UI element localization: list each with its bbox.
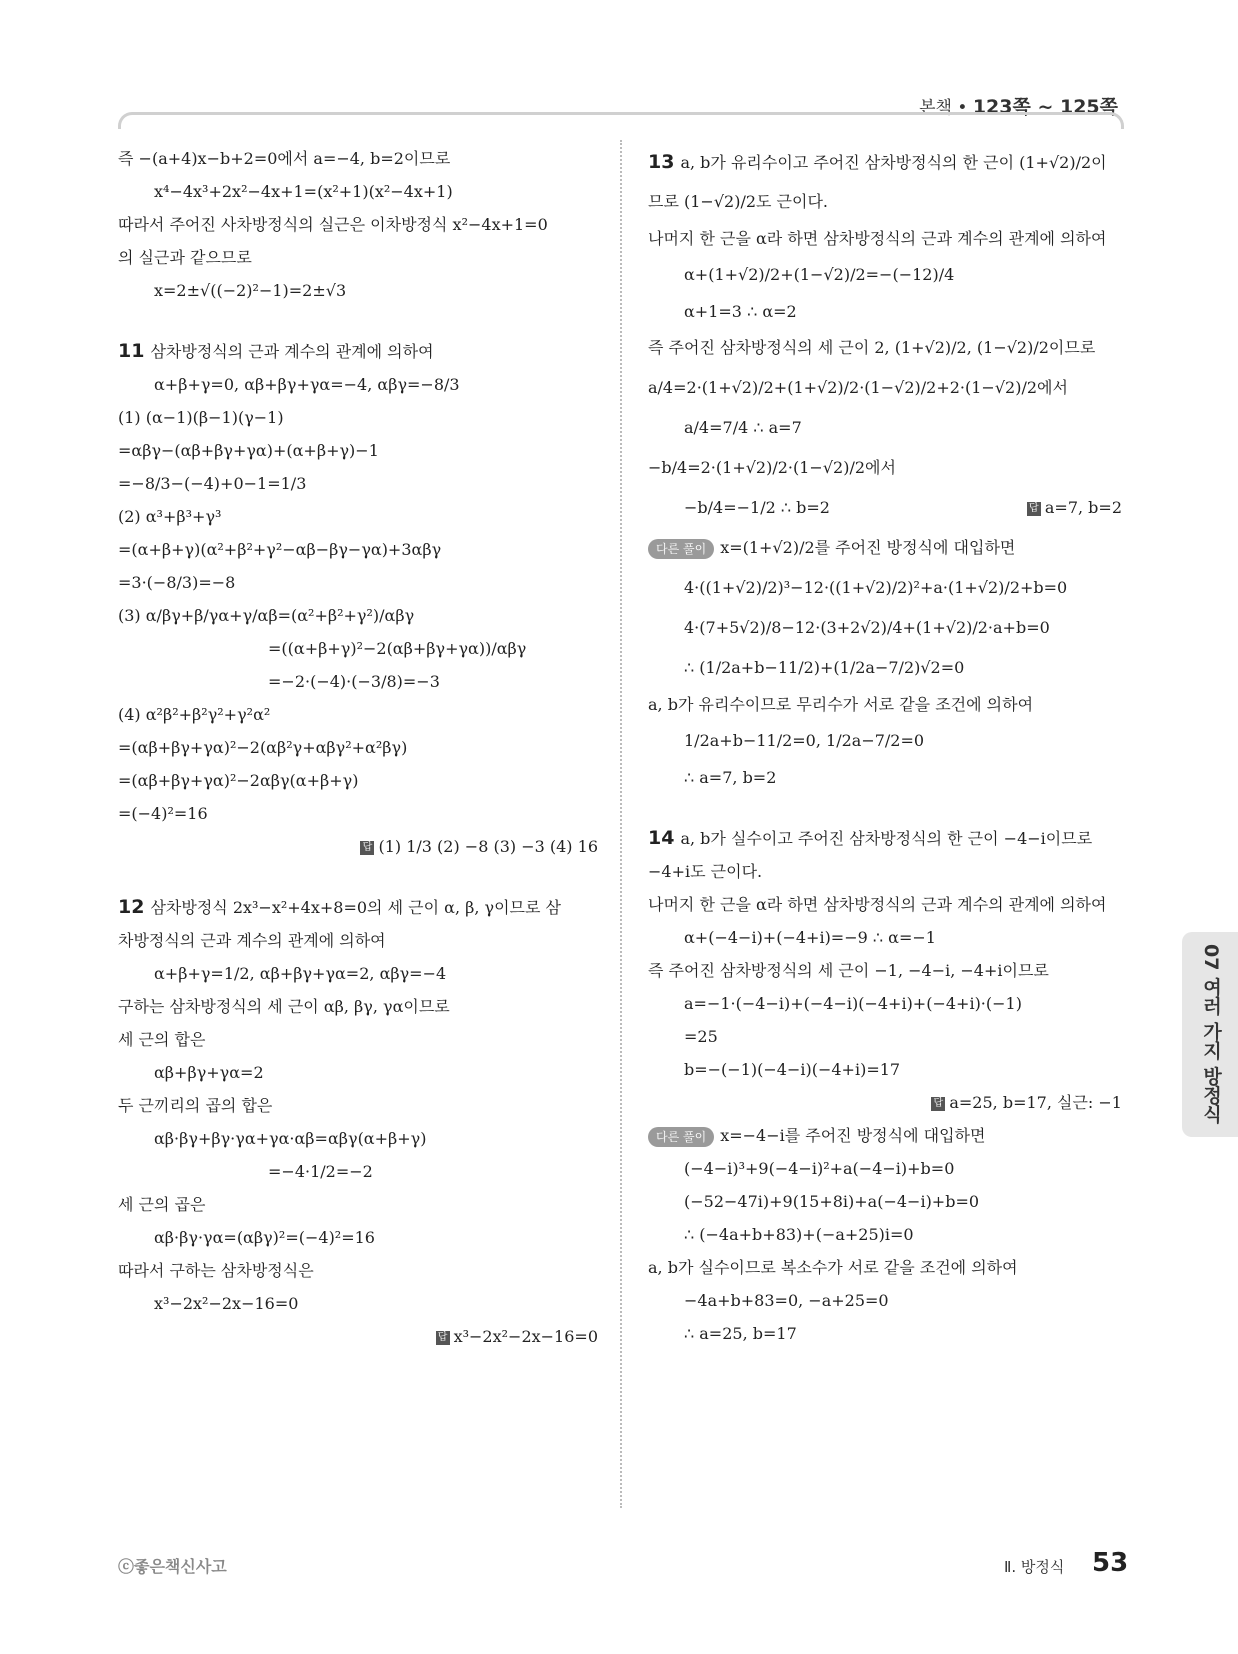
answer-text: a=25, b=17, 실근: −1 xyxy=(949,1093,1122,1112)
problem-12-intro xyxy=(118,891,598,924)
publisher-logo: ⓒ좋은책신사고 xyxy=(118,1557,227,1576)
text-line: 나머지 한 근을 α라 하면 삼차방정식의 근과 계수의 관계에 의하여 xyxy=(648,229,1107,248)
equation-line: x=2±√((−2)²−1)=2±√3 xyxy=(154,281,347,300)
equation-line: =−4·1/2=−2 xyxy=(268,1162,373,1181)
problem-11-intro xyxy=(118,335,598,368)
pages-label: 123쪽 ~ 125쪽 xyxy=(972,96,1118,118)
text-line: 따라서 주어진 사차방정식의 실근은 이차방정식 x²−4x+1=0 xyxy=(118,215,548,234)
subproblem-line: (2) α³+β³+γ³ xyxy=(118,507,222,526)
text: 삼차방정식 2x³−x²+4x+8=0의 세 근이 α, β, γ이므로 삼 xyxy=(150,898,562,917)
subproblem-line: (3) α/βγ+β/γα+γ/αβ=(α²+β²+γ²)/αβγ xyxy=(118,606,415,625)
answer-text: x³−2x²−2x−16=0 xyxy=(453,1327,598,1346)
column-divider xyxy=(620,140,622,1508)
problem-14-intro xyxy=(648,822,1122,855)
problem-number: 14 xyxy=(648,827,675,849)
equation-line: ∴ a=25, b=17 xyxy=(684,1324,797,1343)
equation-line: =3·(−8/3)=−8 xyxy=(118,573,236,592)
right-column xyxy=(648,142,1122,1350)
text-line: 즉 주어진 삼차방정식의 세 근이 −1, −4−i, −4+i이므로 xyxy=(648,961,1049,980)
left-column xyxy=(118,142,598,1353)
equation-line: =−8/3−(−4)+0−1=1/3 xyxy=(118,474,307,493)
equation-line: b=−(−1)(−4−i)(−4+i)=17 xyxy=(684,1060,901,1079)
text-line: a, b가 유리수이므로 무리수가 서로 같을 조건에 의하여 xyxy=(648,695,1034,714)
equation-line: −4a+b+83=0, −a+25=0 xyxy=(684,1291,889,1310)
text-line: −4+i도 근이다. xyxy=(648,862,763,881)
text-line: 두 근끼리의 곱의 합은 xyxy=(118,1096,273,1115)
text: a, b가 유리수이고 주어진 삼차방정식의 한 근이 (1+√2)/2이 xyxy=(680,153,1107,172)
equation-line: 4·((1+√2)/2)³−12·((1+√2)/2)²+a·(1+√2)/2+b=0 xyxy=(684,578,1068,597)
equation-line: α+β+γ=1/2, αβ+βγ+γα=2, αβγ=−4 xyxy=(154,964,447,983)
top-rule xyxy=(118,112,1124,129)
equation-line: 4·(7+5√2)/8−12·(3+2√2)/4+(1+√2)/2·a+b=0 xyxy=(684,618,1050,637)
text-line: 세 근의 곱은 xyxy=(118,1195,206,1214)
equation-line: =αβγ−(αβ+βγ+γα)+(α+β+γ)−1 xyxy=(118,441,379,460)
answer-icon: 답 xyxy=(1027,502,1041,516)
book-ref-label: 본책 xyxy=(919,98,952,118)
text-line: 의 실근과 같으므로 xyxy=(118,248,252,267)
bullet: • xyxy=(957,98,973,118)
answer-icon: 답 xyxy=(931,1097,945,1111)
equation-line: α+(−4−i)+(−4+i)=−9 ∴ α=−1 xyxy=(684,928,936,947)
alt-solution-tag: 다른 풀이 xyxy=(648,1127,714,1147)
text-line: 즉 주어진 삼차방정식의 세 근이 2, (1+√2)/2, (1−√2)/2이므로 xyxy=(648,338,1096,357)
text: 삼차방정식의 근과 계수의 관계에 의하여 xyxy=(150,342,434,361)
text-line: 므로 (1−√2)/2도 근이다. xyxy=(648,192,829,211)
footer-chapter: Ⅱ. 방정식 xyxy=(1004,1558,1065,1576)
equation-line: a=−1·(−4−i)+(−4−i)(−4+i)+(−4+i)·(−1) xyxy=(684,994,1022,1013)
subproblem-line: (4) α²β²+β²γ²+γ²α² xyxy=(118,705,271,724)
equation-line: ∴ (1/2a+b−11/2)+(1/2a−7/2)√2=0 xyxy=(684,658,965,677)
equation-line: α+(1+√2)/2+(1−√2)/2=−(−12)/4 xyxy=(684,265,955,284)
chapter-side-tab xyxy=(1182,932,1238,1137)
text-line: 즉 −(a+4)x−b+2=0에서 a=−4, b=2이므로 xyxy=(118,149,451,168)
answer-line xyxy=(648,1086,1122,1119)
text-line: 차방정식의 근과 계수의 관계에 의하여 xyxy=(118,931,386,950)
text: x=(1+√2)/2를 주어진 방정식에 대입하면 xyxy=(720,538,1016,557)
alt-solution-intro xyxy=(648,528,1122,568)
text-line: 구하는 삼차방정식의 세 근이 αβ, βγ, γα이므로 xyxy=(118,997,450,1016)
equation-line: ∴ a=7, b=2 xyxy=(684,768,777,787)
equation-line: x³−2x²−2x−16=0 xyxy=(154,1294,299,1313)
equation: −b/4=−1/2 ∴ b=2 xyxy=(684,498,830,517)
text-line: 따라서 구하는 삼차방정식은 xyxy=(118,1261,314,1280)
problem-number: 12 xyxy=(118,896,145,918)
equation-line: a/4=2·(1+√2)/2+(1+√2)/2·(1−√2)/2+2·(1−√2)/2에서 xyxy=(648,378,1068,397)
subproblem-line: (1) (α−1)(β−1)(γ−1) xyxy=(118,408,284,427)
equation-line: −b/4=2·(1+√2)/2·(1−√2)/2에서 xyxy=(648,458,896,477)
text: a, b가 실수이고 주어진 삼차방정식의 한 근이 −4−i이므로 xyxy=(680,829,1093,848)
equation-line: αβ·βγ+βγ·γα+γα·αβ=αβγ(α+β+γ) xyxy=(154,1129,427,1148)
equation-line: 1/2a+b−11/2=0, 1/2a−7/2=0 xyxy=(684,731,925,750)
answer-text: a=7, b=2 xyxy=(1044,498,1122,517)
answer-icon: 답 xyxy=(360,841,374,855)
equation-line: =(αβ+βγ+γα)²−2(αβ²γ+αβγ²+α²βγ) xyxy=(118,738,408,757)
answer-line xyxy=(118,1320,598,1353)
equation-line: (−4−i)³+9(−4−i)²+a(−4−i)+b=0 xyxy=(684,1159,955,1178)
equation-line: ∴ (−4a+b+83)+(−a+25)i=0 xyxy=(684,1225,914,1244)
equation-line: =(αβ+βγ+γα)²−2αβγ(α+β+γ) xyxy=(118,771,359,790)
text-line: 세 근의 합은 xyxy=(118,1030,206,1049)
equation-line: =(−4)²=16 xyxy=(118,804,208,823)
alt-solution-intro xyxy=(648,1119,1122,1152)
equation-line: =−2·(−4)·(−3/8)=−3 xyxy=(268,672,440,691)
equation-line xyxy=(648,488,1122,528)
answer-icon: 답 xyxy=(436,1331,450,1345)
equation-line: x⁴−4x³+2x²−4x+1=(x²+1)(x²−4x+1) xyxy=(154,182,453,201)
problem-number: 11 xyxy=(118,340,145,362)
equation-line: αβ+βγ+γα=2 xyxy=(154,1063,264,1082)
text-line: 나머지 한 근을 α라 하면 삼차방정식의 근과 계수의 관계에 의하여 xyxy=(648,895,1107,914)
page-number: 53 xyxy=(1092,1548,1129,1578)
answer xyxy=(1027,488,1122,528)
problem-13-intro xyxy=(648,142,1122,182)
equation-line: a/4=7/4 ∴ a=7 xyxy=(684,418,802,437)
chapter-side-tab-label: 07 여러 가지 방정식 xyxy=(1200,944,1222,1124)
equation-line: =(α+β+γ)(α²+β²+γ²−αβ−βγ−γα)+3αβγ xyxy=(118,540,442,559)
equation-line: α+1=3 ∴ α=2 xyxy=(684,302,797,321)
problem-number: 13 xyxy=(648,151,675,173)
answer-text: (1) 1/3 (2) −8 (3) −3 (4) 16 xyxy=(378,837,598,856)
answer-line xyxy=(118,830,598,863)
alt-solution-tag: 다른 풀이 xyxy=(648,539,714,559)
text: x=−4−i를 주어진 방정식에 대입하면 xyxy=(720,1126,986,1145)
text-line: a, b가 실수이므로 복소수가 서로 같을 조건에 의하여 xyxy=(648,1258,1018,1277)
equation-line: =((α+β+γ)²−2(αβ+βγ+γα))/αβγ xyxy=(268,639,527,658)
equation-line: αβ·βγ·γα=(αβγ)²=(−4)²=16 xyxy=(154,1228,375,1247)
equation-line: =25 xyxy=(684,1027,718,1046)
equation-line: (−52−47i)+9(15+8i)+a(−4−i)+b=0 xyxy=(684,1192,980,1211)
equation-line: α+β+γ=0, αβ+βγ+γα=−4, αβγ=−8/3 xyxy=(154,375,460,394)
